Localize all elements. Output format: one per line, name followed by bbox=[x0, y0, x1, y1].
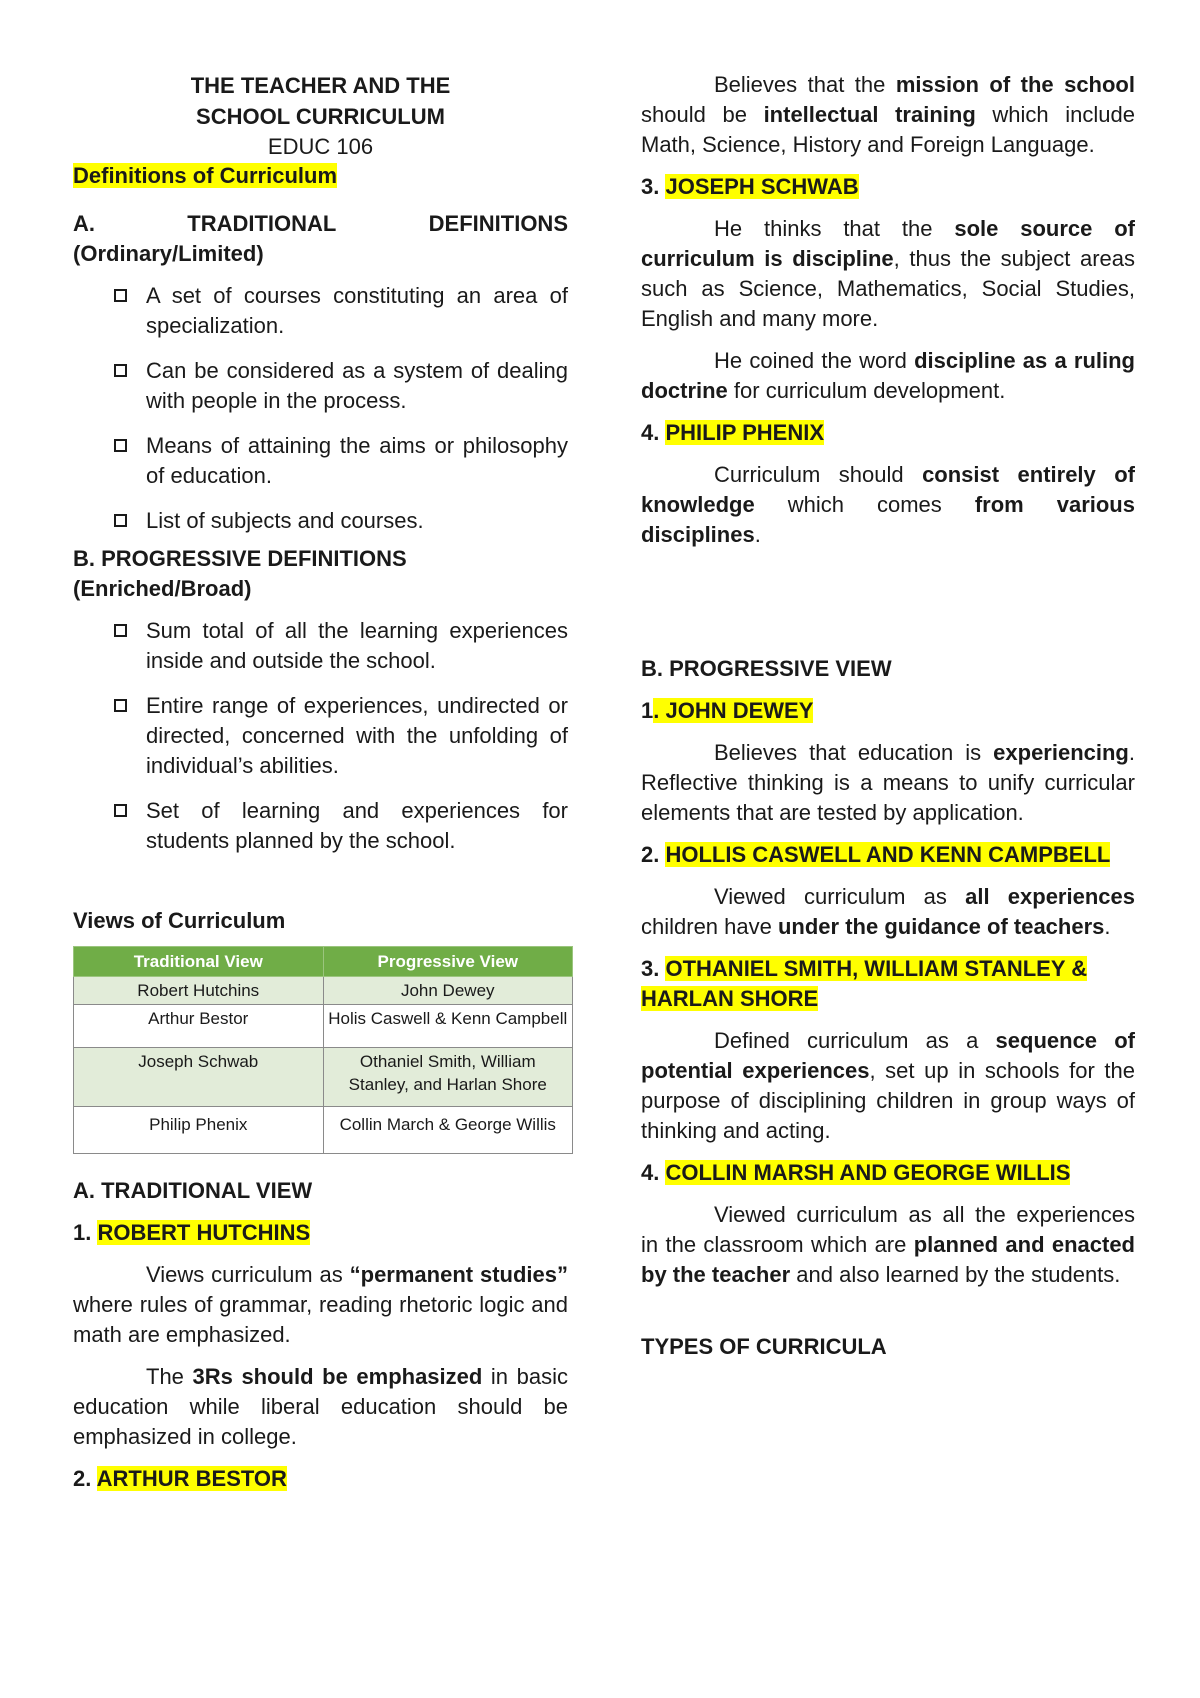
hutchins-heading: 1. ROBERT HUTCHINS bbox=[73, 1220, 311, 1245]
schwab-paragraph-1: He thinks that the sole source of curriculum is discipline, thus the subject areas such as Science, Mathematics, Social Studies, English and many more. bbox=[641, 216, 1136, 331]
smith-paragraph-1: Defined curriculum as a sequence of potential experiences, set up in schools for the purpose of disciplining children in group ways of thinking and acting. bbox=[641, 1028, 1135, 1143]
checkbox-icon bbox=[114, 699, 127, 712]
marsh-heading: 4. COLLIN MARSH AND GEORGE WILLIS bbox=[641, 1160, 1071, 1185]
bestor-heading: 2. ARTHUR BESTOR bbox=[73, 1466, 287, 1491]
smith-heading: 3. OTHANIEL SMITH, WILLIAM STANLEY & HARLAN SHORE bbox=[641, 956, 1088, 1011]
list-item: Entire range of experiences, undirected or directed, concerned with the unfolding of individual’s abilities. bbox=[73, 691, 568, 781]
caswell-paragraph-1: Viewed curriculum as all experiences children have under the guidance of teachers. bbox=[641, 884, 1135, 939]
table-row: Philip Phenix Collin March & George Willis bbox=[74, 1107, 573, 1154]
course-code: EDUC 106 bbox=[267, 134, 374, 159]
schwab-heading: 3. JOSEPH SCHWAB bbox=[641, 174, 859, 199]
phenix-paragraph-1: Curriculum should consist entirely of knowledge which comes from various disciplines. bbox=[641, 462, 1135, 547]
hutchins-paragraph-1: Views curriculum as “permanent studies” where rules of grammar, reading rhetoric logic and math are emphasized. bbox=[73, 1262, 568, 1347]
progressive-definitions-heading: B. PROGRESSIVE DEFINITIONS bbox=[73, 546, 407, 571]
list-item: Set of learning and experiences for students planned by the school. bbox=[73, 796, 568, 856]
table-row: Joseph Schwab Othaniel Smith, William Stanley, and Harlan Shore bbox=[74, 1048, 573, 1107]
checkbox-icon bbox=[114, 439, 127, 452]
table-header-progressive: Progressive View bbox=[323, 947, 573, 977]
list-item: A set of courses constituting an area of specialization. bbox=[73, 281, 568, 341]
bestor-paragraph-1: Believes that the mission of the school should be intellectual training which include Math, Science, History and Foreign Language. bbox=[641, 72, 1135, 157]
views-heading: Views of Curriculum bbox=[73, 908, 286, 933]
right-column bbox=[641, 70, 1135, 1362]
views-table bbox=[73, 946, 573, 1154]
caswell-heading: 2. HOLLIS CASWELL AND KENN CAMPBELL bbox=[641, 842, 1111, 867]
progressive-definitions-subheading: (Enriched/Broad) bbox=[73, 576, 252, 601]
list-item: List of subjects and courses. bbox=[73, 506, 568, 536]
phenix-heading: 4. PHILIP PHENIX bbox=[641, 420, 825, 445]
doc-title-line1: THE TEACHER AND THE bbox=[190, 73, 451, 98]
progressive-definitions-list bbox=[73, 616, 568, 856]
left-column bbox=[73, 70, 568, 1494]
traditional-definitions-subheading: (Ordinary/Limited) bbox=[73, 241, 264, 266]
progressive-view-heading: B. PROGRESSIVE VIEW bbox=[641, 656, 892, 681]
list-item: Can be considered as a system of dealing with people in the process. bbox=[73, 356, 568, 416]
table-header-traditional: Traditional View bbox=[74, 947, 324, 977]
table-row: Arthur Bestor Holis Caswell & Kenn Campbell bbox=[74, 1005, 573, 1048]
list-item: Sum total of all the learning experiences inside and outside the school. bbox=[73, 616, 568, 676]
hutchins-paragraph-2: The 3Rs should be emphasized in basic education while liberal education should be emphasized in college. bbox=[73, 1364, 568, 1449]
definitions-heading: Definitions of Curriculum bbox=[73, 163, 337, 188]
checkbox-icon bbox=[114, 624, 127, 637]
dewey-heading: 1. JOHN DEWEY bbox=[641, 698, 814, 723]
schwab-paragraph-2: He coined the word discipline as a ruling doctrine for curriculum development. bbox=[641, 348, 1135, 403]
types-heading: TYPES OF CURRICULA bbox=[641, 1334, 887, 1359]
dewey-paragraph-1: Believes that education is experiencing. Reflective thinking is a means to unify curricular elements that are tested by application. bbox=[641, 740, 1135, 825]
checkbox-icon bbox=[114, 804, 127, 817]
checkbox-icon bbox=[114, 289, 127, 302]
checkbox-icon bbox=[114, 364, 127, 377]
traditional-view-heading: A. TRADITIONAL VIEW bbox=[73, 1178, 313, 1203]
traditional-definitions-heading: A. TRADITIONAL DEFINITIONS bbox=[73, 211, 568, 236]
doc-title-line2: SCHOOL CURRICULUM bbox=[196, 104, 445, 129]
table-row: Robert Hutchins John Dewey bbox=[74, 977, 573, 1005]
traditional-definitions-list bbox=[73, 281, 568, 536]
marsh-paragraph-1: Viewed curriculum as all the experiences in the classroom which are planned and enacted by the teacher and also learned by the students. bbox=[641, 1202, 1135, 1287]
checkbox-icon bbox=[114, 514, 127, 527]
list-item: Means of attaining the aims or philosophy of education. bbox=[73, 431, 568, 491]
